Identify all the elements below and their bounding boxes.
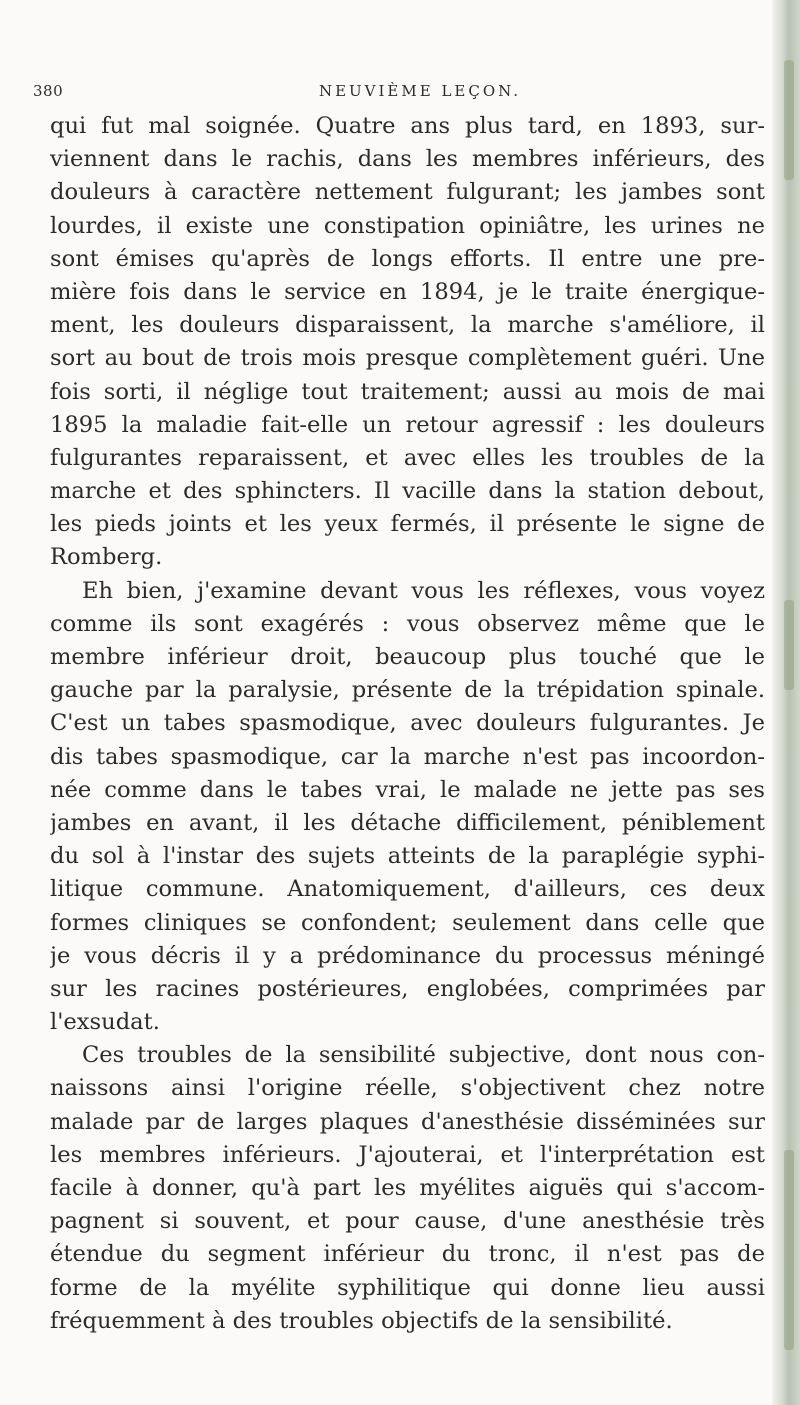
binding-stain <box>784 60 794 180</box>
body-text <box>50 110 765 1338</box>
text-line: l'exsudat. <box>50 1009 160 1036</box>
text-line: viennent dans le rachis, dans les membres inférieurs, des <box>50 146 765 173</box>
text-line: sort au bout de trois mois presque complètement guéri. Une <box>50 345 765 372</box>
text-line: du sol à l'instar des sujets atteints de la paraplégie syphi- <box>50 843 765 870</box>
text-line: fulgurantes reparaissent, et avec elles les troubles de la <box>50 444 765 471</box>
text-line: gauche par la paralysie, présente de la trépidation spinale. <box>50 677 765 704</box>
text-line: comme ils sont exagérés : vous observez même que le <box>50 610 765 637</box>
text-line: sont émises qu'après de longs efforts. Il entre une pre- <box>50 245 765 272</box>
running-head: NEUVIÈME LEÇON. <box>318 82 522 100</box>
text-line: Ces troubles de la sensibilité subjective, dont nous con- <box>82 1042 765 1069</box>
text-line: Romberg. <box>50 544 163 571</box>
text-line: malade par de larges plaques d'anesthésie disséminées sur <box>50 1108 765 1135</box>
text-line: Eh bien, j'examine devant vous les réflexes, vous voyez <box>82 577 765 604</box>
text-line: douleurs à caractère nettement fulgurant; les jambes sont <box>50 179 765 206</box>
paragraph <box>50 1039 765 1338</box>
text-line: née comme dans le tabes vrai, le malade ne jette pas ses <box>50 776 765 803</box>
text-line: étendue du segment inférieur du tronc, il n'est pas de <box>50 1241 765 1268</box>
text-line: dis tabes spasmodique, car la marche n'est pas incoordon- <box>50 743 765 770</box>
text-line: mière fois dans le service en 1894, je le traite énergique- <box>50 278 765 305</box>
text-line: fois sorti, il néglige tout traitement; aussi au mois de mai <box>50 378 765 405</box>
text-line: les pieds joints et les yeux fermés, il présente le signe de <box>50 511 765 538</box>
text-line: marche et des sphincters. Il vacille dans la station debout, <box>50 478 765 505</box>
page-number: 380 <box>33 82 64 100</box>
text-line: je vous décris il y a prédominance du processus méningé <box>50 942 765 969</box>
text-line: jambes en avant, il les détache difficilement, péniblement <box>50 809 765 836</box>
binding-stain <box>784 1150 794 1350</box>
paragraph <box>50 575 765 1040</box>
text-line: naissons ainsi l'origine réelle, s'objectivent chez notre <box>50 1075 765 1102</box>
text-line: sur les racines postérieures, englobées, comprimées par <box>50 975 765 1002</box>
paragraph <box>50 110 765 575</box>
text-line: 1895 la maladie fait-elle un retour agressif : les douleurs <box>50 411 765 438</box>
text-line: lourdes, il existe une constipation opiniâtre, les urines ne <box>50 212 765 239</box>
page-binding-edge <box>772 0 800 1405</box>
text-line: membre inférieur droit, beaucoup plus touché que le <box>50 644 765 670</box>
text-line: facile à donner, qu'à part les myélites aiguës qui s'accom- <box>50 1175 765 1201</box>
text-line: fréquemment à des troubles objectifs de la sensibilité. <box>50 1307 673 1334</box>
binding-stain <box>784 600 794 690</box>
text-line: C'est un tabes spasmodique, avec douleurs fulgurantes. Je <box>50 710 765 737</box>
text-line: litique commune. Anatomiquement, d'ailleurs, ces deux <box>50 876 765 903</box>
text-line: pagnent si souvent, et pour cause, d'une anesthésie très <box>50 1208 765 1235</box>
text-line: qui fut mal soignée. Quatre ans plus tard, en 1893, sur- <box>50 113 765 139</box>
text-line: les membres inférieurs. J'ajouterai, et l'interprétation est <box>50 1141 765 1168</box>
text-line: ment, les douleurs disparaissent, la marche s'améliore, il <box>50 312 765 339</box>
text-line: forme de la myélite syphilitique qui donne lieu aussi <box>50 1274 765 1301</box>
text-line: formes cliniques se confondent; seulement dans celle que <box>50 909 765 936</box>
